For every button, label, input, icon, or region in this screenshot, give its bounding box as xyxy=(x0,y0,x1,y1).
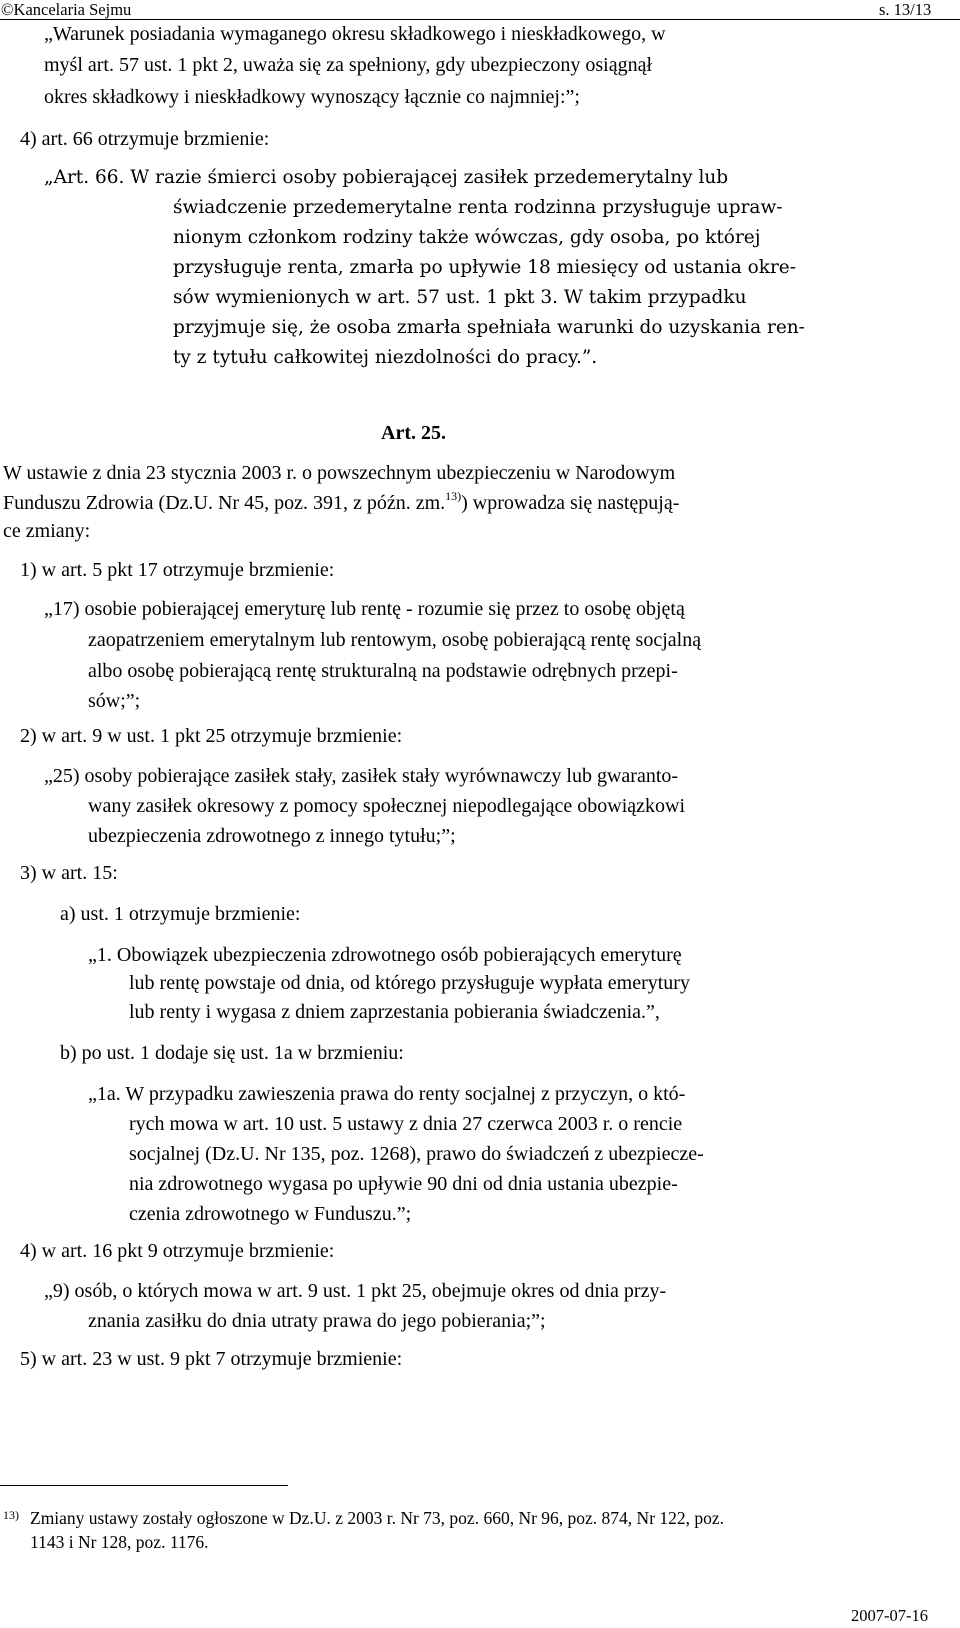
intro-line: okres składkowy i nieskładkowy wynoszący łącznie co najmniej:”; xyxy=(44,86,580,108)
point-3a-text: lub rentę powstaje od dnia, od którego przysługuje wypłata emerytury xyxy=(129,972,690,994)
art66-line: świadczenie przedemerytalne renta rodzinna przysługuje upraw- xyxy=(173,197,783,218)
point-3: 3) w art. 15: xyxy=(20,862,118,884)
point-3b-text: socjalnej (Dz.U. Nr 135, poz. 1268), prawo do świadczeń z ubezpiecze- xyxy=(129,1143,704,1165)
footnote-reference: 13) xyxy=(445,489,462,503)
point-3a: a) ust. 1 otrzymuje brzmienie: xyxy=(60,903,301,925)
point-2-text: ubezpieczenia zdrowotnego z innego tytułu;”; xyxy=(88,825,456,847)
footnote-line: 1143 i Nr 128, poz. 1176. xyxy=(30,1532,209,1552)
point-4-text: znania zasiłku do dnia utraty prawa do jego pobierania;”; xyxy=(88,1310,546,1332)
art25-intro-text: ) wprowadza się następują- xyxy=(461,492,680,514)
point-3a-text: lub renty i wygasa z dniem zaprzestania pobierania świadczenia.”, xyxy=(129,1001,660,1023)
art25-intro-text: Funduszu Zdrowia (Dz.U. Nr 45, poz. 391, z późn. zm. xyxy=(3,492,446,514)
point-3b-text: „1a. W przypadku zawieszenia prawa do renty socjalnej z przyczyn, o któ- xyxy=(88,1083,686,1105)
art66-line: sów wymienionych w art. 57 ust. 1 pkt 3. W takim przypadku xyxy=(173,287,747,308)
footnote-rule xyxy=(0,1485,288,1486)
art25-intro-line xyxy=(3,490,679,518)
point-1-text: sów;”; xyxy=(88,690,141,712)
point-3b: b) po ust. 1 dodaje się ust. 1a w brzmieniu: xyxy=(60,1042,404,1064)
art66-line: przyjmuje się, że osoba zmarła spełniała warunki do uzyskania ren- xyxy=(173,317,805,338)
point-1-text: „17) osobie pobierającej emeryturę lub rentę - rozumie się przez to osobę objętą xyxy=(44,598,685,620)
header-page-number: s. 13/13 xyxy=(879,0,932,19)
point-1: 1) w art. 5 pkt 17 otrzymuje brzmienie: xyxy=(20,559,335,581)
point-3b-text: czenia zdrowotnego w Funduszu.”; xyxy=(129,1203,412,1225)
intro-line: myśl art. 57 ust. 1 pkt 2, uważa się za spełniony, gdy ubezpieczony osiągnął xyxy=(44,54,652,76)
point-1-text: zaopatrzeniem emerytalnym lub rentowym, osobę pobierającą rentę socjalną xyxy=(88,629,702,651)
art66-line: nionym członkom rodziny także wówczas, gdy osoba, po której xyxy=(173,227,761,248)
item-4-art66: 4) art. 66 otrzymuje brzmienie: xyxy=(20,128,270,150)
header-rule xyxy=(0,19,960,20)
art25-intro-line: W ustawie z dnia 23 stycznia 2003 r. o powszechnym ubezpieczeniu w Narodowym xyxy=(3,462,676,484)
intro-line: „Warunek posiadania wymaganego okresu składkowego i nieskładkowego, w xyxy=(44,23,666,45)
point-4-text: „9) osób, o których mowa w art. 9 ust. 1 pkt 25, obejmuje okres od dnia przy- xyxy=(44,1280,667,1302)
point-3b-text: rych mowa w art. 10 ust. 5 ustawy z dnia 27 czerwca 2003 r. o rencie xyxy=(129,1113,683,1135)
footnote-mark: 13) xyxy=(3,1508,19,1522)
point-4: 4) w art. 16 pkt 9 otrzymuje brzmienie: xyxy=(20,1240,335,1262)
point-2: 2) w art. 9 w ust. 1 pkt 25 otrzymuje brzmienie: xyxy=(20,725,403,747)
art25-intro-line: ce zmiany: xyxy=(3,520,91,542)
art66-line: ty z tytułu całkowitej niezdolności do pracy.”. xyxy=(173,347,598,368)
footer-date: 2007-07-16 xyxy=(851,1606,928,1625)
point-2-text: wany zasiłek okresowy z pomocy społecznej niepodlegające obowiązkowi xyxy=(88,795,686,817)
point-3a-text: „1. Obowiązek ubezpieczenia zdrowotnego osób pobierających emeryturę xyxy=(88,944,682,966)
header-left: ©Kancelaria Sejmu xyxy=(1,0,132,19)
point-2-text: „25) osoby pobierające zasiłek stały, zasiłek stały wyrównawczy lub gwaranto- xyxy=(44,765,679,787)
art66-line: „Art. 66. W razie śmierci osoby pobierającej zasiłek przedemerytalny lub xyxy=(44,167,729,188)
point-3b-text: nia zdrowotnego wygasa po upływie 90 dni od dnia ustania ubezpie- xyxy=(129,1173,678,1195)
article-heading: Art. 25. xyxy=(381,422,446,444)
point-1-text: albo osobę pobierającą rentę strukturalną na podstawie odrębnych przepi- xyxy=(88,660,678,682)
art66-line: przysługuje renta, zmarła po upływie 18 miesięcy od ustania okre- xyxy=(173,257,797,278)
footnote-line: Zmiany ustawy zostały ogłoszone w Dz.U. z 2003 r. Nr 73, poz. 660, Nr 96, poz. 874, Nr 122, poz. xyxy=(30,1508,725,1528)
point-5: 5) w art. 23 w ust. 9 pkt 7 otrzymuje brzmienie: xyxy=(20,1348,403,1370)
